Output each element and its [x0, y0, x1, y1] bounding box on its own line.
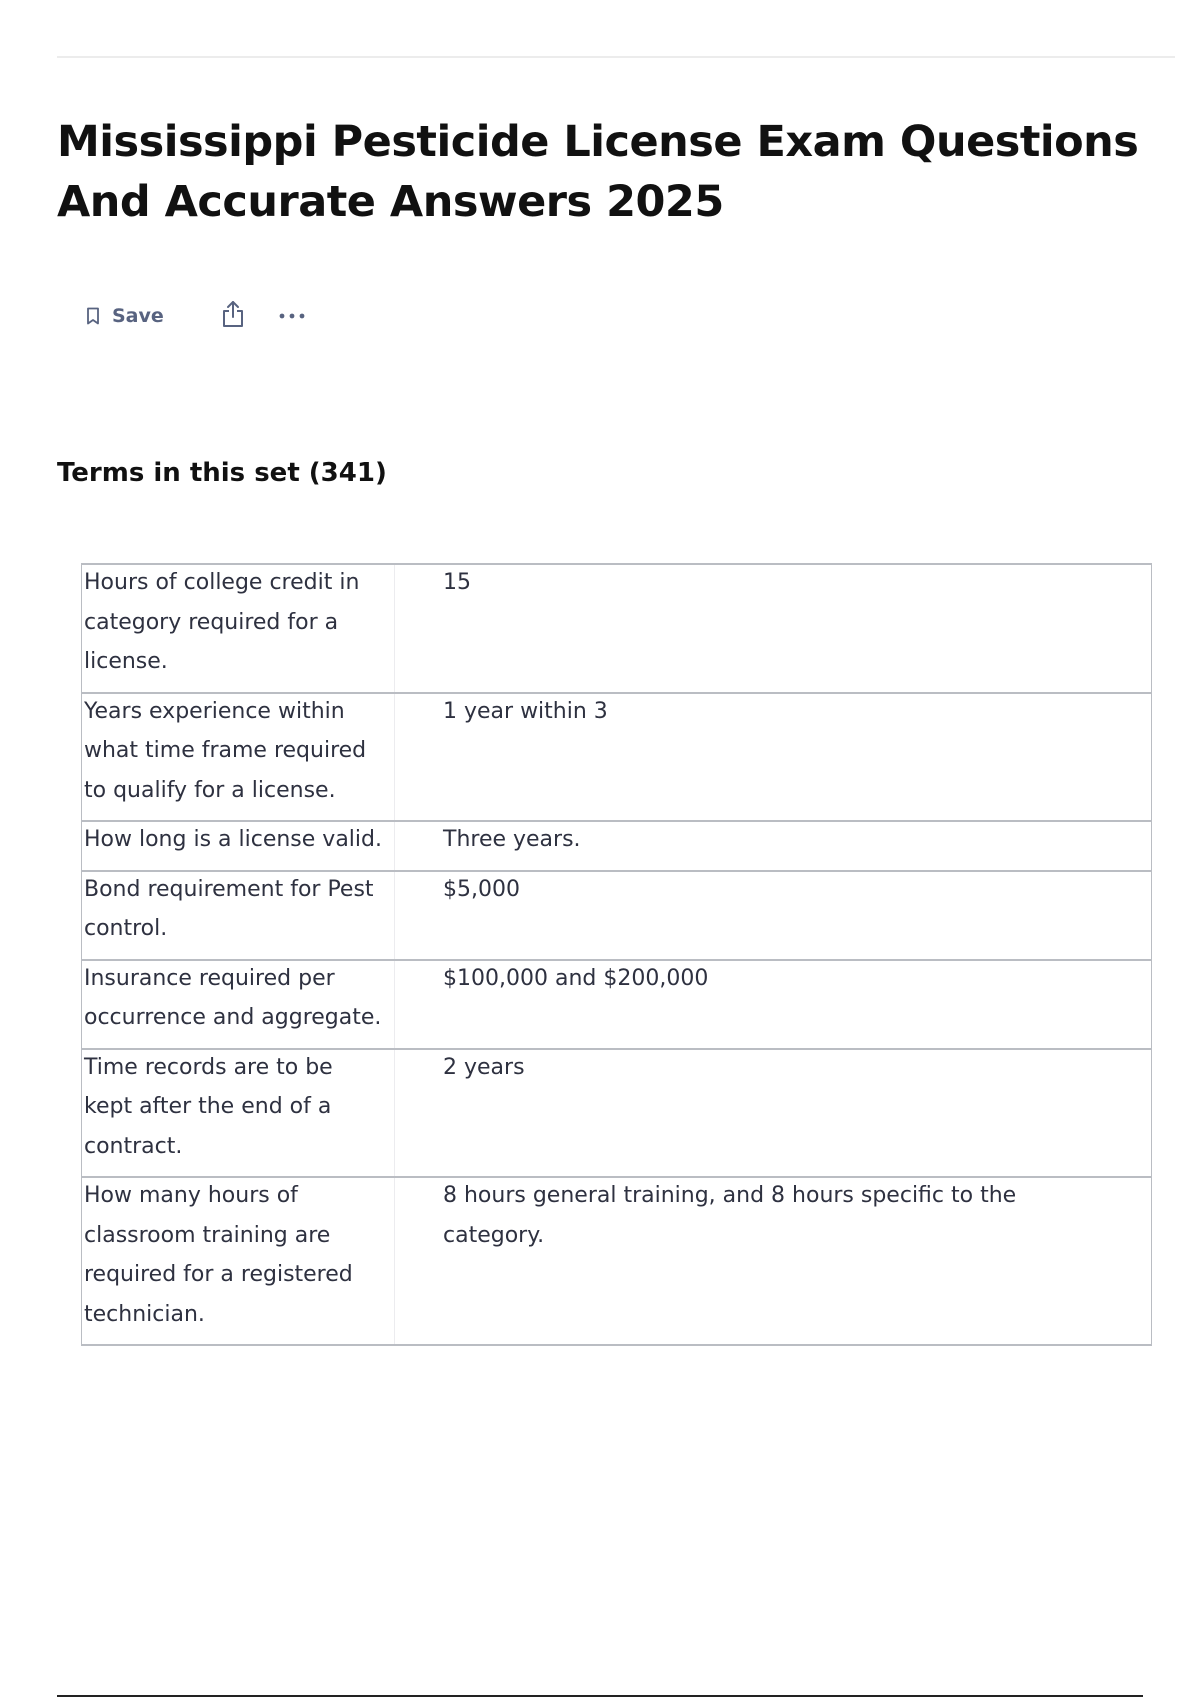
definition-cell [395, 1049, 1152, 1178]
term-cell [82, 1049, 395, 1178]
definition-cell [395, 1177, 1152, 1345]
share-button[interactable] [220, 300, 246, 333]
definition-cell [395, 693, 1152, 822]
term-text: Hours of college credit in category required for a license. [84, 570, 360, 674]
term-cell [82, 693, 395, 822]
more-options-button[interactable] [278, 307, 306, 325]
term-row[interactable] [82, 1177, 1152, 1345]
definition-cell [395, 960, 1152, 1049]
definition-text: 15 [443, 570, 471, 595]
share-icon [220, 300, 246, 333]
term-cell [82, 564, 395, 693]
term-text: How many hours of classroom training are required for a registered technician. [84, 1183, 353, 1327]
more-horizontal-icon [278, 307, 306, 325]
term-row[interactable] [82, 564, 1152, 693]
term-cell [82, 1177, 395, 1345]
definition-text: 8 hours general training, and 8 hours specific to the category. [443, 1183, 1017, 1248]
term-row[interactable] [82, 821, 1152, 871]
definition-text: 1 year within 3 [443, 698, 608, 724]
term-row[interactable] [82, 871, 1152, 960]
terms-table [81, 563, 1152, 1346]
term-text: Years experience within what time frame required to qualify for a license. [84, 698, 367, 803]
terms-section-title: Terms in this set (341) [57, 458, 387, 488]
definition-cell [395, 564, 1152, 693]
term-text: Bond requirement for Pest control. [84, 876, 374, 941]
definition-text: $5,000 [443, 876, 520, 902]
definition-cell [395, 871, 1152, 960]
set-toolbar [86, 300, 306, 332]
bookmark-icon [86, 307, 100, 325]
term-cell [82, 821, 395, 871]
term-cell [82, 871, 395, 960]
term-text: Time records are to be kept after the end of a contract. [84, 1054, 333, 1159]
term-text: Insurance required per occurrence and aggregate. [84, 965, 382, 1030]
term-row[interactable] [82, 1049, 1152, 1178]
save-label: Save [112, 305, 164, 327]
term-row[interactable] [82, 693, 1152, 822]
page-title: Mississippi Pesticide License Exam Questions And Accurate Answers 2025 [57, 117, 1139, 227]
top-divider [57, 56, 1175, 58]
term-cell [82, 960, 395, 1049]
definition-text: 2 years [443, 1054, 525, 1080]
save-button[interactable] [86, 303, 164, 329]
definition-text: $100,000 and $200,000 [443, 965, 709, 991]
bottom-divider [57, 1695, 1143, 1697]
definition-text: Three years. [443, 827, 581, 852]
definition-cell [395, 821, 1152, 871]
term-row[interactable] [82, 960, 1152, 1049]
term-text: How long is a license valid. [84, 827, 382, 852]
